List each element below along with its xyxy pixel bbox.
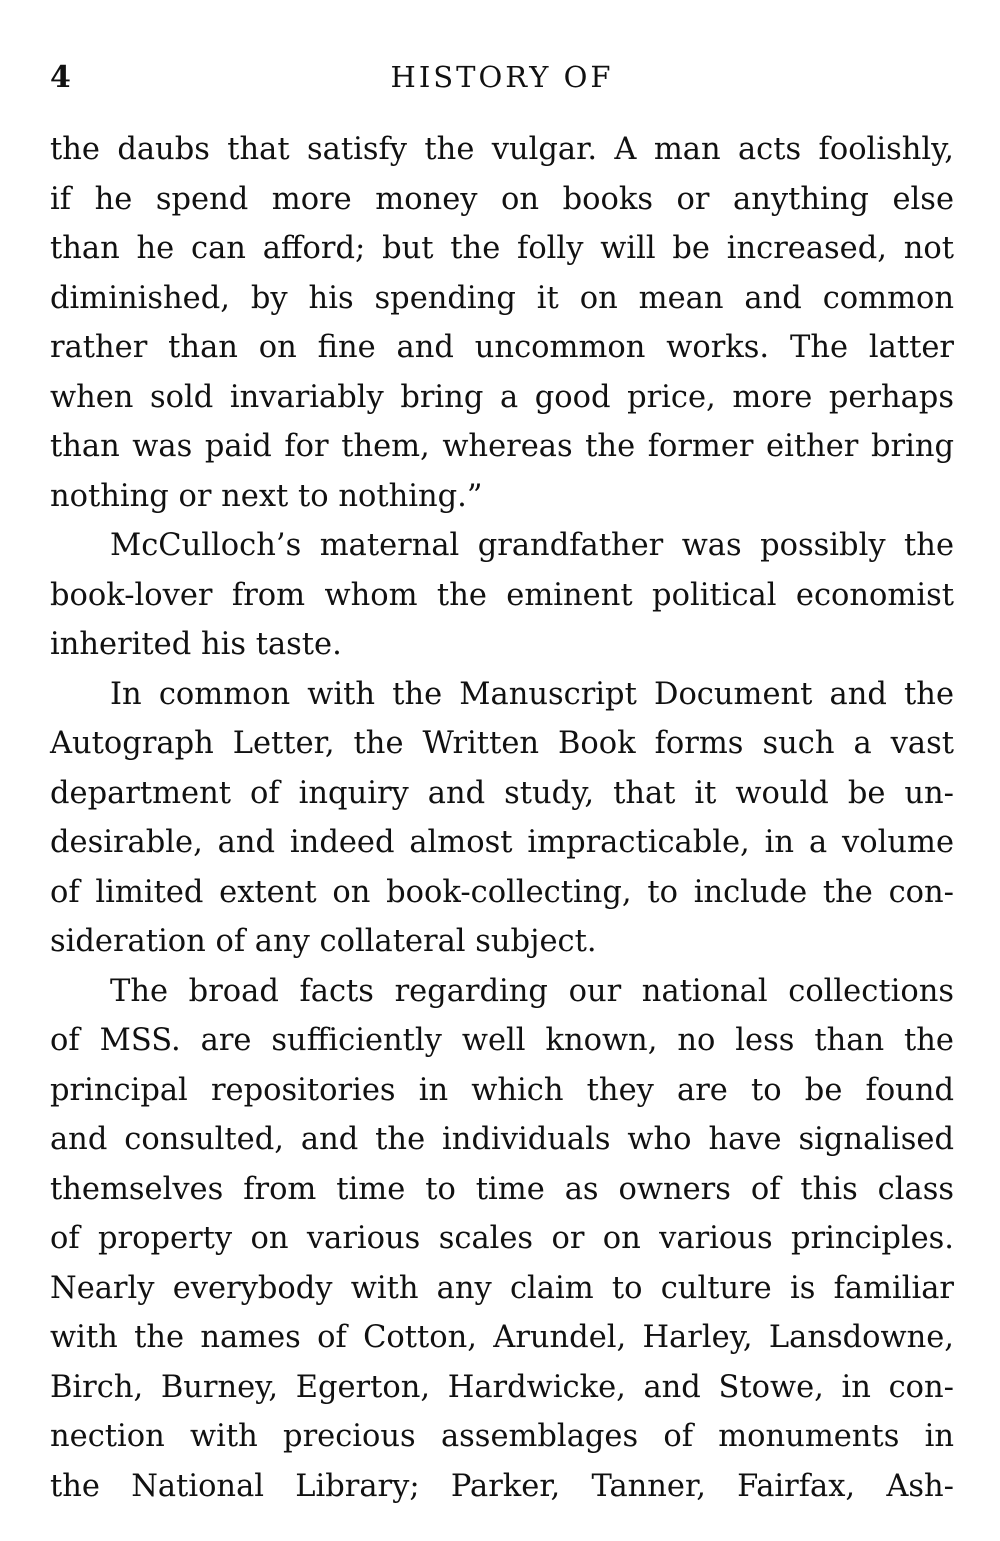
paragraph-start-line: The broad facts regarding our national collections (110, 973, 954, 1009)
body-text (50, 125, 954, 1511)
text-line: than he can afford; but the folly will be increased, not (50, 231, 954, 266)
paragraph-start-line: In common with the Manuscript Document and the (110, 676, 954, 712)
text-line: department of inquiry and study, that it would be un- (50, 775, 954, 811)
text-line: inherited his taste. (50, 627, 342, 662)
text-line: book-lover from whom the eminent political economist (50, 577, 954, 613)
text-line: sideration of any collateral subject. (50, 924, 597, 959)
text-line: of MSS. are sufficiently well known, no less than the (50, 1023, 954, 1058)
text-line: nothing or next to nothing.” (50, 478, 483, 514)
text-line: and consulted, and the individuals who have signalised (50, 1122, 954, 1157)
text-line: Birch, Burney, Egerton, Hardwicke, and Stowe, in con- (50, 1369, 954, 1405)
text-line: of limited extent on book-collecting, to include the con- (50, 874, 954, 910)
text-line: themselves from time to time as owners of this class (50, 1171, 954, 1207)
text-line: with the names of Cotton, Arundel, Harley, Lansdowne, (50, 1320, 954, 1355)
text-line: than was paid for them, whereas the former either bring (50, 429, 954, 464)
text-line: when sold invariably bring a good price, more perhaps (50, 379, 954, 415)
text-line: nection with precious assemblages of monuments in (50, 1419, 954, 1454)
text-line: if he spend more money on books or anything else (50, 181, 954, 217)
text-line: Nearly everybody with any claim to culture is familiar (50, 1270, 954, 1306)
text-line: the daubs that satisfy the vulgar. A man acts foolishly, (50, 132, 954, 167)
text-line: Autograph Letter, the Written Book forms such a vast (50, 726, 954, 761)
text-line: desirable, and indeed almost impracticable, in a volume (50, 825, 954, 860)
text-line: the National Library; Parker, Tanner, Fairfax, Ash- (50, 1468, 954, 1504)
text-line: of property on various scales or on various principles. (50, 1221, 954, 1256)
text-line: rather than on fine and uncommon works. The latter (50, 330, 954, 365)
running-title: HISTORY OF (390, 60, 614, 94)
text-line: diminished, by his spending it on mean and common (50, 280, 954, 316)
page-number: 4 (50, 60, 71, 95)
paragraph-start-line: McCulloch’s maternal grandfather was possibly the (110, 528, 954, 563)
running-head (50, 60, 954, 100)
text-line: principal repositories in which they are to be found (50, 1072, 954, 1108)
